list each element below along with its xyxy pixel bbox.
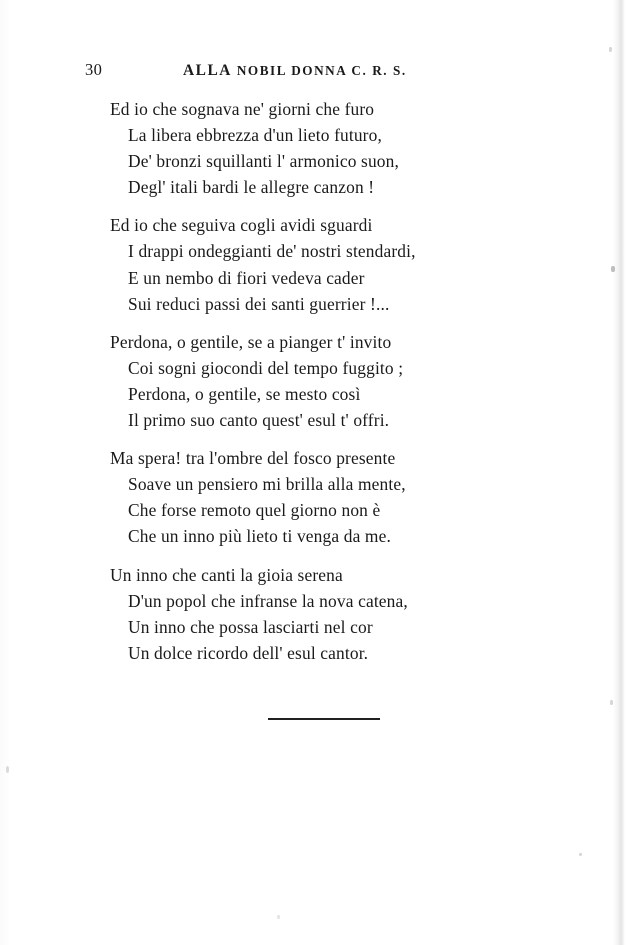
scan-speck (277, 915, 280, 919)
verse-line: Sui reduci passi dei santi guerrier !... (128, 293, 390, 314)
verse-line: I drappi ondeggianti de' nostri stendardi, (128, 241, 416, 262)
verse-line: E un nembo di fiori vedeva cader (128, 267, 365, 288)
verse-line: D'un popol che infranse la nova catena, (128, 590, 408, 611)
stanza (0, 96, 628, 200)
section-rule (268, 718, 380, 720)
verse-line: Un inno che possa lasciarti nel cor (128, 616, 373, 637)
verse-line: Soave un pensiero mi brilla alla mente, (128, 474, 406, 495)
verse-line: Perdona, o gentile, se mesto così (128, 383, 361, 404)
scan-speck (579, 853, 582, 856)
scan-speck (609, 47, 612, 52)
verse-line: Ed io che seguiva cogli avidi sguardi (110, 215, 373, 236)
verse-line: Che un inno più lieto ti venga da me. (128, 526, 391, 547)
running-head-title (183, 62, 407, 80)
verse-line: Che forse remoto quel giorno non è (128, 500, 381, 521)
scan-speck (6, 766, 9, 773)
running-head (0, 60, 628, 82)
verse-line: Un inno che canti la gioia serena (110, 564, 343, 585)
running-head-lead: ALLA (183, 62, 232, 79)
verse-line: La libera ebbrezza d'un lieto futuro, (128, 125, 382, 146)
verse-line: Coi sogni giocondi del tempo fuggito ; (128, 357, 404, 378)
stanza (0, 329, 628, 433)
poem-body (0, 96, 628, 666)
verse-line: Un dolce ricordo dell' esul cantor. (128, 642, 369, 663)
verse-line: Degl' itali bardi le allegre canzon ! (128, 177, 375, 198)
verse-line: Il primo suo canto quest' esul t' offri. (128, 410, 390, 431)
running-head-rest: NOBIL DONNA C. R. S. (236, 63, 407, 78)
stanza (0, 445, 628, 549)
stanza (0, 212, 628, 316)
verse-line: Perdona, o gentile, se a pianger t' invito (110, 331, 392, 352)
stanza (0, 562, 628, 666)
verse-line: De' bronzi squillanti l' armonico suon, (128, 151, 399, 172)
verse-line: Ma spera! tra l'ombre del fosco presente (110, 448, 396, 469)
scan-speck (610, 700, 613, 705)
verse-line: Ed io che sognava ne' giorni che furo (110, 99, 375, 119)
page-number: 30 (85, 60, 103, 79)
